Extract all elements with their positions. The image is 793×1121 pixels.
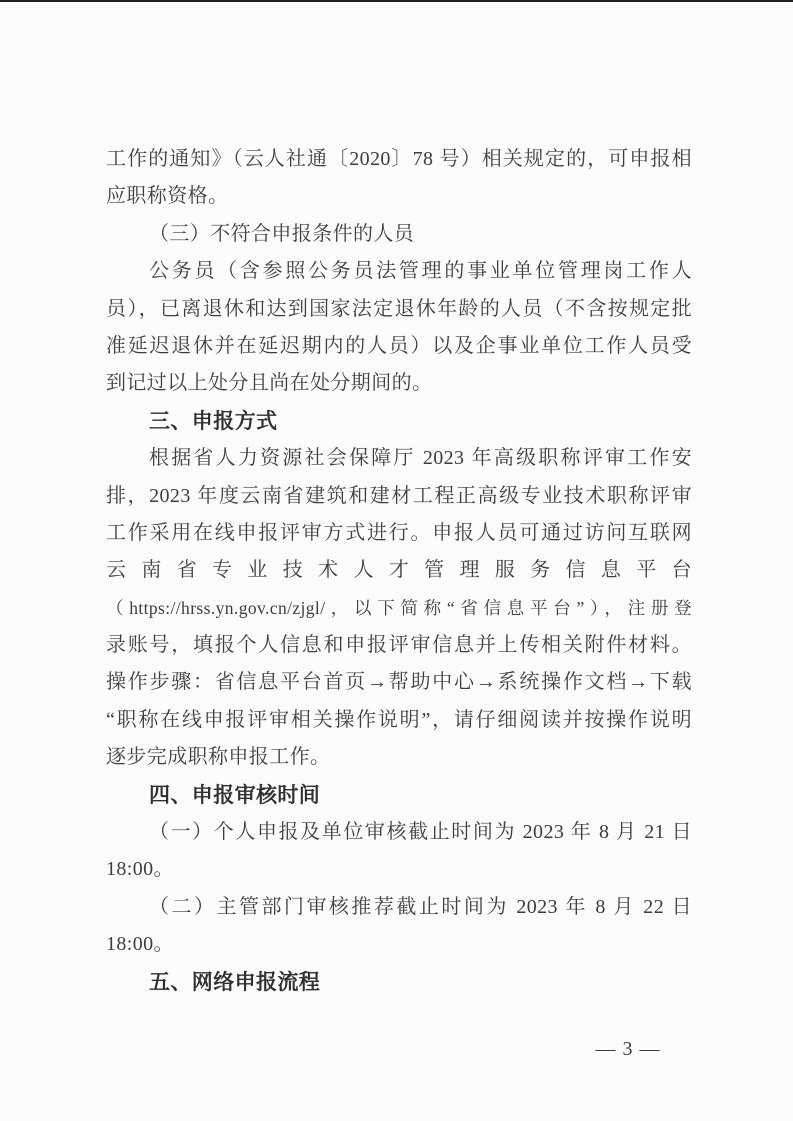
section-heading: 四、申报审核时间	[149, 783, 321, 807]
text-line: （三）不符合申报条件的人员	[149, 222, 415, 245]
section-heading: 五、网络申报流程	[149, 970, 321, 994]
section-heading: 三、申报方式	[149, 409, 278, 433]
text-line: 准延迟退休并在延迟期内的人员）以及企事业单位工作人员受	[106, 334, 692, 357]
text-line: 排，2023 年度云南省建筑和建材工程正高级专业技术职称评审	[106, 484, 692, 507]
text-line: （一）个人申报及单位审核截止时间为 2023 年 8 月 21 日	[149, 821, 692, 844]
text-line: 逐步完成职称申报工作。	[106, 746, 331, 769]
text-line: 操作步骤：省信息平台首页→帮助中心→系统操作文档→下载	[106, 671, 692, 694]
scan-artifact-top-line	[0, 0, 793, 2]
page-number: — 3 —	[595, 1038, 661, 1060]
text-line: 录账号，填报个人信息和申报评审信息并上传相关附件材料。	[106, 634, 692, 657]
text-line: 到记过以上处分且尚在处分期间的。	[106, 372, 433, 395]
text-line: 工作的通知》（云人社通〔2020〕78 号）相关规定的，可申报相	[106, 148, 692, 170]
document-body	[106, 141, 692, 1001]
text-line: 员），已离退休和达到国家法定退休年龄的人员（不含按规定批	[106, 297, 692, 320]
text-line: 18:00。	[106, 933, 174, 956]
text-line: 应职称资格。	[106, 185, 229, 208]
text-line: 18:00。	[106, 858, 174, 881]
text-line: 云南省专业技术人才管理服务信息平台	[106, 559, 692, 582]
text-line: （二）主管部门审核推荐截止时间为 2023 年 8 月 22 日	[149, 895, 692, 918]
text-line: （https://hrss.yn.gov.cn/zjgl/，以下简称“省信息平台”），注册登	[106, 597, 692, 618]
text-line: 工作采用在线申报评审方式进行。申报人员可通过访问互联网	[106, 521, 692, 544]
text-line: “职称在线申报评审相关操作说明”，请仔细阅读并按操作说明	[106, 708, 692, 731]
text-line: 根据省人力资源社会保障厅 2023 年高级职称评审工作安	[149, 447, 692, 470]
text-line: 公务员（含参照公务员法管理的事业单位管理岗工作人	[149, 260, 692, 283]
